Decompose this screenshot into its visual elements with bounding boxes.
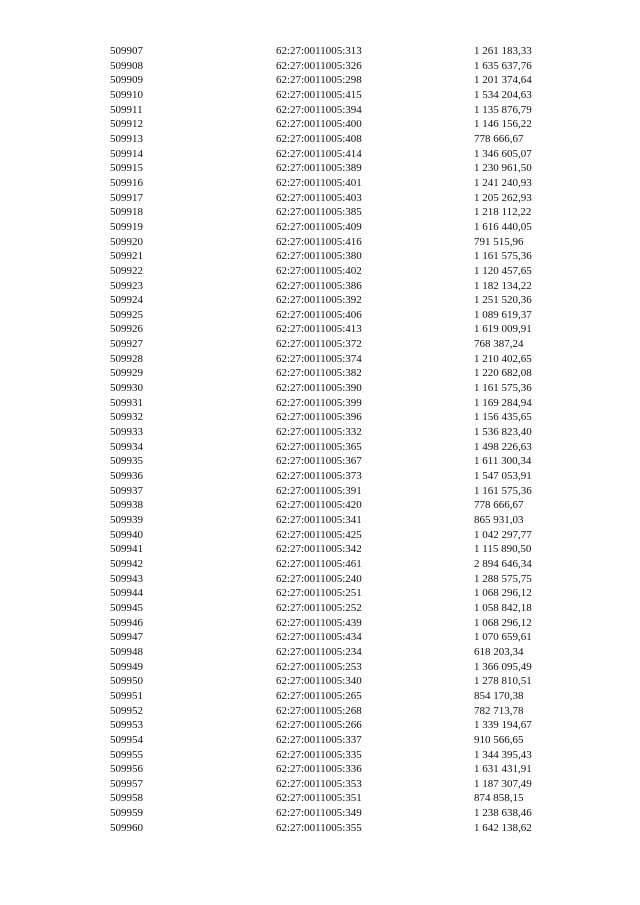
table-row xyxy=(110,513,564,528)
data-table-body xyxy=(110,44,564,835)
value-cell: 1 169 284,94 xyxy=(474,396,532,409)
table-row xyxy=(110,205,564,220)
table-row xyxy=(110,689,564,704)
table-row xyxy=(110,293,564,308)
value-cell: 1 120 457,65 xyxy=(474,264,532,277)
cadastral-number-cell: 62:27:0011005:367 xyxy=(276,455,362,468)
row-id-cell: 509941 xyxy=(110,543,143,556)
cadastral-number-cell: 62:27:0011005:251 xyxy=(276,587,362,600)
table-row xyxy=(110,777,564,792)
table-row xyxy=(110,44,564,59)
value-cell: 778 666,67 xyxy=(474,499,524,512)
table-row xyxy=(110,704,564,719)
cadastral-number-cell: 62:27:0011005:335 xyxy=(276,748,362,761)
table-row xyxy=(110,748,564,763)
row-id-cell: 509932 xyxy=(110,411,143,424)
cadastral-number-cell: 62:27:0011005:408 xyxy=(276,132,362,145)
row-id-cell: 509940 xyxy=(110,528,143,541)
cadastral-number-cell: 62:27:0011005:390 xyxy=(276,382,362,395)
value-cell: 1 547 053,91 xyxy=(474,470,532,483)
value-cell: 854 170,38 xyxy=(474,689,524,702)
cadastral-number-cell: 62:27:0011005:336 xyxy=(276,763,362,776)
table-row xyxy=(110,440,564,455)
row-id-cell: 509953 xyxy=(110,719,143,732)
row-id-cell: 509936 xyxy=(110,470,143,483)
table-row xyxy=(110,117,564,132)
cadastral-number-cell: 62:27:0011005:374 xyxy=(276,352,362,365)
value-cell: 1 205 262,93 xyxy=(474,191,532,204)
table-row xyxy=(110,235,564,250)
cadastral-number-cell: 62:27:0011005:337 xyxy=(276,733,362,746)
row-id-cell: 509955 xyxy=(110,748,143,761)
cadastral-number-cell: 62:27:0011005:413 xyxy=(276,323,362,336)
cadastral-number-cell: 62:27:0011005:434 xyxy=(276,631,362,644)
table-row xyxy=(110,791,564,806)
table-row xyxy=(110,630,564,645)
value-cell: 1 220 682,08 xyxy=(474,367,532,380)
value-cell: 1 156 435,65 xyxy=(474,411,532,424)
cadastral-number-cell: 62:27:0011005:385 xyxy=(276,206,362,219)
table-row xyxy=(110,557,564,572)
value-cell: 1 068 296,12 xyxy=(474,616,532,629)
cadastral-number-cell: 62:27:0011005:439 xyxy=(276,616,362,629)
cadastral-number-cell: 62:27:0011005:355 xyxy=(276,821,362,834)
cadastral-number-cell: 62:27:0011005:382 xyxy=(276,367,362,380)
value-cell: 1 210 402,65 xyxy=(474,352,532,365)
value-cell: 1 251 520,36 xyxy=(474,294,532,307)
value-cell: 1 346 605,07 xyxy=(474,147,532,160)
row-id-cell: 509934 xyxy=(110,440,143,453)
value-cell: 1 635 637,76 xyxy=(474,59,532,72)
value-cell: 1 534 204,63 xyxy=(474,88,532,101)
row-id-cell: 509935 xyxy=(110,455,143,468)
row-id-cell: 509915 xyxy=(110,162,143,175)
table-row xyxy=(110,352,564,367)
table-row xyxy=(110,806,564,821)
row-id-cell: 509922 xyxy=(110,264,143,277)
table-row xyxy=(110,249,564,264)
row-id-cell: 509925 xyxy=(110,308,143,321)
value-cell: 1 241 240,93 xyxy=(474,176,532,189)
cadastral-number-cell: 62:27:0011005:340 xyxy=(276,675,362,688)
table-row xyxy=(110,469,564,484)
table-row xyxy=(110,484,564,499)
value-cell: 1 230 961,50 xyxy=(474,162,532,175)
table-row xyxy=(110,396,564,411)
table-row xyxy=(110,454,564,469)
row-id-cell: 509954 xyxy=(110,733,143,746)
table-row xyxy=(110,220,564,235)
row-id-cell: 509908 xyxy=(110,59,143,72)
value-cell: 1 182 134,22 xyxy=(474,279,532,292)
cadastral-number-cell: 62:27:0011005:253 xyxy=(276,660,362,673)
value-cell: 1 619 009,91 xyxy=(474,323,532,336)
data-table xyxy=(110,44,564,835)
table-row xyxy=(110,381,564,396)
value-cell: 1 642 138,62 xyxy=(474,821,532,834)
table-row xyxy=(110,59,564,74)
table-row xyxy=(110,366,564,381)
table-row xyxy=(110,586,564,601)
table-row xyxy=(110,572,564,587)
row-id-cell: 509951 xyxy=(110,689,143,702)
row-id-cell: 509938 xyxy=(110,499,143,512)
cadastral-number-cell: 62:27:0011005:326 xyxy=(276,59,362,72)
value-cell: 1 498 226,63 xyxy=(474,440,532,453)
row-id-cell: 509924 xyxy=(110,294,143,307)
cadastral-number-cell: 62:27:0011005:265 xyxy=(276,689,362,702)
cadastral-number-cell: 62:27:0011005:403 xyxy=(276,191,362,204)
row-id-cell: 509910 xyxy=(110,88,143,101)
table-row xyxy=(110,718,564,733)
value-cell: 1 218 112,22 xyxy=(474,206,532,219)
table-row xyxy=(110,264,564,279)
row-id-cell: 509928 xyxy=(110,352,143,365)
row-id-cell: 509927 xyxy=(110,338,143,351)
cadastral-number-cell: 62:27:0011005:386 xyxy=(276,279,362,292)
row-id-cell: 509957 xyxy=(110,777,143,790)
table-row xyxy=(110,103,564,118)
table-row xyxy=(110,73,564,88)
cadastral-number-cell: 62:27:0011005:372 xyxy=(276,338,362,351)
cadastral-number-cell: 62:27:0011005:353 xyxy=(276,777,362,790)
value-cell: 1 288 575,75 xyxy=(474,572,532,585)
row-id-cell: 509930 xyxy=(110,382,143,395)
table-row xyxy=(110,176,564,191)
value-cell: 910 566,65 xyxy=(474,733,524,746)
row-id-cell: 509958 xyxy=(110,792,143,805)
row-id-cell: 509946 xyxy=(110,616,143,629)
row-id-cell: 509960 xyxy=(110,821,143,834)
row-id-cell: 509952 xyxy=(110,704,143,717)
table-row xyxy=(110,88,564,103)
row-id-cell: 509942 xyxy=(110,557,143,570)
value-cell: 1 058 842,18 xyxy=(474,601,532,614)
value-cell: 1 146 156,22 xyxy=(474,118,532,131)
row-id-cell: 509912 xyxy=(110,118,143,131)
table-row xyxy=(110,660,564,675)
value-cell: 1 068 296,12 xyxy=(474,587,532,600)
cadastral-number-cell: 62:27:0011005:240 xyxy=(276,572,362,585)
cadastral-number-cell: 62:27:0011005:391 xyxy=(276,484,362,497)
cadastral-number-cell: 62:27:0011005:298 xyxy=(276,74,362,87)
table-row xyxy=(110,498,564,513)
table-row xyxy=(110,322,564,337)
table-row xyxy=(110,161,564,176)
value-cell: 1 631 431,91 xyxy=(474,763,532,776)
cadastral-number-cell: 62:27:0011005:416 xyxy=(276,235,362,248)
value-cell: 1 366 095,49 xyxy=(474,660,532,673)
value-cell: 1 070 659,61 xyxy=(474,631,532,644)
value-cell: 1 161 575,36 xyxy=(474,382,532,395)
value-cell: 1 611 300,34 xyxy=(474,455,532,468)
value-cell: 1 344 395,43 xyxy=(474,748,532,761)
row-id-cell: 509916 xyxy=(110,176,143,189)
cadastral-number-cell: 62:27:0011005:414 xyxy=(276,147,362,160)
row-id-cell: 509939 xyxy=(110,514,143,526)
value-cell: 1 339 194,67 xyxy=(474,719,532,732)
value-cell: 1 536 823,40 xyxy=(474,426,532,439)
value-cell: 2 894 646,34 xyxy=(474,557,532,570)
row-id-cell: 509959 xyxy=(110,807,143,820)
cadastral-number-cell: 62:27:0011005:415 xyxy=(276,88,362,101)
value-cell: 1 161 575,36 xyxy=(474,250,532,263)
table-row xyxy=(110,308,564,323)
value-cell: 1 201 374,64 xyxy=(474,74,532,87)
cadastral-number-cell: 62:27:0011005:380 xyxy=(276,250,362,263)
cadastral-number-cell: 62:27:0011005:351 xyxy=(276,792,362,805)
table-row xyxy=(110,337,564,352)
cadastral-number-cell: 62:27:0011005:342 xyxy=(276,543,362,556)
cadastral-number-cell: 62:27:0011005:406 xyxy=(276,308,362,321)
value-cell: 1 278 810,51 xyxy=(474,675,532,688)
row-id-cell: 509956 xyxy=(110,763,143,776)
cadastral-number-cell: 62:27:0011005:373 xyxy=(276,470,362,483)
row-id-cell: 509944 xyxy=(110,587,143,600)
row-id-cell: 509920 xyxy=(110,235,143,248)
cadastral-number-cell: 62:27:0011005:349 xyxy=(276,807,362,820)
table-row xyxy=(110,645,564,660)
value-cell: 1 042 297,77 xyxy=(474,528,532,541)
row-id-cell: 509907 xyxy=(110,45,143,57)
row-id-cell: 509923 xyxy=(110,279,143,292)
table-row xyxy=(110,132,564,147)
cadastral-number-cell: 62:27:0011005:420 xyxy=(276,499,362,512)
value-cell: 1 135 876,79 xyxy=(474,103,532,116)
cadastral-number-cell: 62:27:0011005:394 xyxy=(276,103,362,116)
row-id-cell: 509909 xyxy=(110,74,143,87)
table-row xyxy=(110,147,564,162)
cadastral-number-cell: 62:27:0011005:401 xyxy=(276,176,362,189)
table-row xyxy=(110,425,564,440)
table-row xyxy=(110,279,564,294)
table-row xyxy=(110,528,564,543)
row-id-cell: 509917 xyxy=(110,191,143,204)
table-row xyxy=(110,821,564,836)
cadastral-number-cell: 62:27:0011005:425 xyxy=(276,528,362,541)
row-id-cell: 509937 xyxy=(110,484,143,497)
row-id-cell: 509931 xyxy=(110,396,143,409)
table-row xyxy=(110,762,564,777)
cadastral-number-cell: 62:27:0011005:461 xyxy=(276,557,362,570)
row-id-cell: 509913 xyxy=(110,132,143,145)
value-cell: 791 515,96 xyxy=(474,235,524,248)
value-cell: 1 616 440,05 xyxy=(474,220,532,233)
value-cell: 865 931,03 xyxy=(474,514,524,526)
cadastral-number-cell: 62:27:0011005:399 xyxy=(276,396,362,409)
cadastral-number-cell: 62:27:0011005:392 xyxy=(276,294,362,307)
cadastral-number-cell: 62:27:0011005:341 xyxy=(276,514,362,526)
row-id-cell: 509914 xyxy=(110,147,143,160)
row-id-cell: 509947 xyxy=(110,631,143,644)
table-row xyxy=(110,733,564,748)
table-row xyxy=(110,674,564,689)
table-row xyxy=(110,601,564,616)
row-id-cell: 509911 xyxy=(110,103,143,116)
value-cell: 1 187 307,49 xyxy=(474,777,532,790)
cadastral-number-cell: 62:27:0011005:402 xyxy=(276,264,362,277)
cadastral-number-cell: 62:27:0011005:234 xyxy=(276,645,362,658)
cadastral-number-cell: 62:27:0011005:252 xyxy=(276,601,362,614)
row-id-cell: 509919 xyxy=(110,220,143,233)
value-cell: 874 858,15 xyxy=(474,792,524,805)
value-cell: 768 387,24 xyxy=(474,338,524,351)
cadastral-number-cell: 62:27:0011005:396 xyxy=(276,411,362,424)
value-cell: 1 089 619,37 xyxy=(474,308,532,321)
cadastral-number-cell: 62:27:0011005:409 xyxy=(276,220,362,233)
value-cell: 1 115 890,50 xyxy=(474,543,532,556)
row-id-cell: 509918 xyxy=(110,206,143,219)
row-id-cell: 509949 xyxy=(110,660,143,673)
cadastral-number-cell: 62:27:0011005:400 xyxy=(276,118,362,131)
cadastral-number-cell: 62:27:0011005:266 xyxy=(276,719,362,732)
cadastral-number-cell: 62:27:0011005:365 xyxy=(276,440,362,453)
row-id-cell: 509948 xyxy=(110,645,143,658)
table-row xyxy=(110,542,564,557)
row-id-cell: 509921 xyxy=(110,250,143,263)
value-cell: 782 713,78 xyxy=(474,704,524,717)
row-id-cell: 509926 xyxy=(110,323,143,336)
row-id-cell: 509945 xyxy=(110,601,143,614)
cadastral-number-cell: 62:27:0011005:268 xyxy=(276,704,362,717)
value-cell: 618 203,34 xyxy=(474,645,524,658)
table-row xyxy=(110,616,564,631)
row-id-cell: 509950 xyxy=(110,675,143,688)
table-row xyxy=(110,191,564,206)
cadastral-number-cell: 62:27:0011005:332 xyxy=(276,426,362,439)
value-cell: 1 161 575,36 xyxy=(474,484,532,497)
row-id-cell: 509929 xyxy=(110,367,143,380)
row-id-cell: 509933 xyxy=(110,426,143,439)
cadastral-number-cell: 62:27:0011005:389 xyxy=(276,162,362,175)
table-row xyxy=(110,410,564,425)
value-cell: 1 261 183,33 xyxy=(474,45,532,57)
value-cell: 1 238 638,46 xyxy=(474,807,532,820)
cadastral-number-cell: 62:27:0011005:313 xyxy=(276,45,362,57)
value-cell: 778 666,67 xyxy=(474,132,524,145)
row-id-cell: 509943 xyxy=(110,572,143,585)
